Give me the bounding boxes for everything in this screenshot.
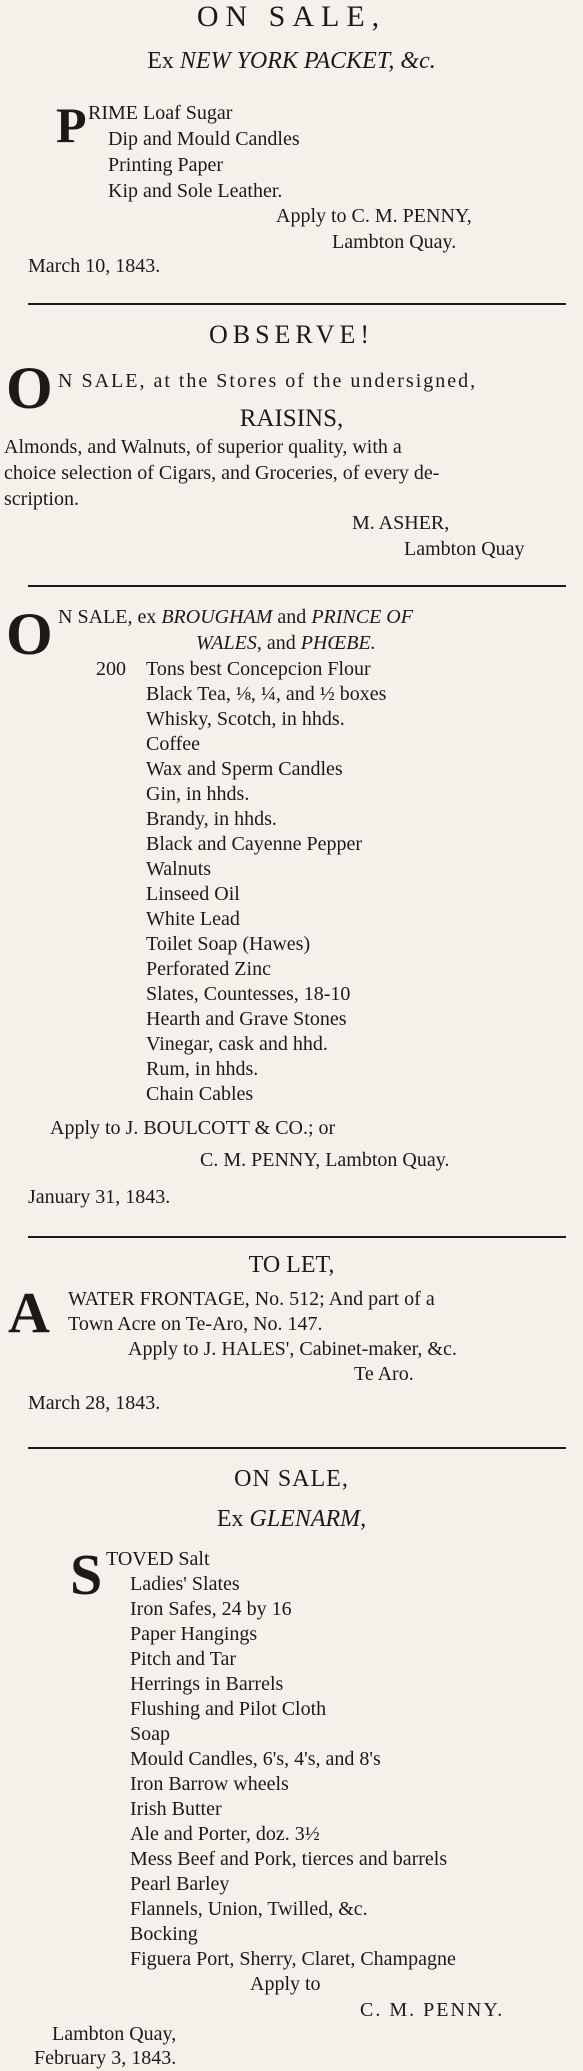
ad3-item: Black Tea, ⅛, ¼, and ½ boxes (146, 683, 387, 705)
ad1-ship-suffix: &c. (400, 48, 436, 74)
ad4-line2: Town Acre on Te-Aro, No. 147. (68, 1313, 323, 1335)
ad3-ship-wales: WALES, (196, 632, 262, 654)
ad2-signer: M. ASHER, (352, 512, 450, 534)
ad1-dropcap: P (56, 97, 87, 153)
ad4-heading: TO LET, (248, 1252, 335, 1278)
ad5-first-line: TOVED Salt (106, 1548, 210, 1570)
ad2-heading: OBSERVE! (208, 320, 375, 349)
ad5-item: Iron Safes, 24 by 16 (130, 1598, 292, 1620)
ad2-body-line: choice selection of Cigars, and Groceries, of every de- (4, 462, 440, 484)
ad5-item: Mould Candles, 6's, 4's, and 8's (130, 1748, 381, 1770)
ad5-date: February 3, 1843. (34, 2047, 177, 2069)
ad3-text: and (266, 632, 296, 654)
ad3-dropcap: O (6, 601, 53, 667)
ad5-item: Irish Butter (130, 1798, 222, 1820)
ad5-address: Lambton Quay, (52, 2023, 177, 2045)
ad5-item: Herrings in Barrels (130, 1673, 284, 1695)
ad3-item: Hearth and Grave Stones (146, 1008, 347, 1030)
ad3-qty: 200 (96, 658, 126, 680)
ad1-item: Dip and Mould Candles (108, 128, 300, 150)
ad3-item: Walnuts (146, 858, 212, 880)
ad5-ship-prefix: Ex (216, 1506, 244, 1532)
ad4-dropcap: A (8, 1280, 50, 1345)
ad3-item: Toilet Soap (Hawes) (146, 933, 311, 955)
ad1-apply: Apply to C. M. PENNY, (276, 205, 472, 227)
ad4-line1: WATER FRONTAGE, No. 512; And part of a (68, 1288, 435, 1310)
ad5-item: Bocking (130, 1923, 198, 1945)
ad4-date: March 28, 1843. (28, 1392, 161, 1414)
ad3-item: Chain Cables (146, 1083, 254, 1105)
ad3-item: Tons best Concepcion Flour (146, 658, 371, 680)
ad1-item: Kip and Sole Leather. (108, 180, 283, 202)
ad2-product: RAISINS, (239, 405, 344, 432)
ad2-first-line: N SALE, at the Stores of the undersigned, (58, 370, 478, 392)
ad4-address: Te Aro. (354, 1363, 414, 1385)
ad5-item: Soap (130, 1723, 170, 1745)
ad5-ship-name: GLENARM, (249, 1506, 367, 1532)
ad3-item: Linseed Oil (146, 883, 240, 905)
ad5-dropcap: S (70, 1542, 103, 1607)
ad3-item: Vinegar, cask and hhd. (146, 1033, 328, 1055)
ad5-item: Ladies' Slates (130, 1573, 240, 1595)
ad2-dropcap: O (6, 355, 53, 421)
ad3-item: Perforated Zinc (146, 958, 271, 980)
ad5-item: Paper Hangings (130, 1623, 258, 1645)
ad3-item: Rum, in hhds. (146, 1058, 259, 1080)
ad1-date: March 10, 1843. (28, 255, 161, 277)
ad5-item: Pearl Barley (130, 1873, 230, 1895)
ad4-apply: Apply to J. HALES', Cabinet-maker, &c. (128, 1338, 457, 1360)
ad3-apply: Apply to J. BOULCOTT & CO.; or (50, 1117, 336, 1139)
ad3-item: Brandy, in hhds. (146, 808, 277, 830)
ad3-text: and (277, 606, 307, 628)
ad1-item: Printing Paper (108, 154, 223, 176)
ad1-ship-prefix: Ex (147, 48, 174, 74)
ad3-item: Gin, in hhds. (146, 783, 250, 805)
ad1-ship-name: NEW YORK PACKET, (179, 48, 395, 74)
ad1-heading: ON SALE, (196, 0, 387, 33)
ad3-item: Black and Cayenne Pepper (146, 833, 363, 855)
ad3-ship-prince-of-wales: PRINCE OF (311, 606, 413, 628)
ad5-item: Ale and Porter, doz. 3½ (130, 1823, 320, 1845)
ad5-item: Pitch and Tar (130, 1648, 236, 1670)
ad1-address: Lambton Quay. (332, 231, 457, 253)
ad3-item: Coffee (146, 733, 201, 755)
ad2-address: Lambton Quay (404, 538, 525, 560)
ad5-heading: ON SALE, (234, 1466, 349, 1492)
ad5-item: Iron Barrow wheels (130, 1773, 289, 1795)
ad5-item: Flannels, Union, Twilled, &c. (130, 1898, 368, 1920)
ad3-item: Wax and Sperm Candles (146, 758, 343, 780)
ad3-item: White Lead (146, 908, 240, 930)
ad3-item: Slates, Countesses, 18-10 (146, 983, 351, 1005)
ad1-first-line: RIME Loaf Sugar (88, 102, 233, 124)
ad3-text: N SALE, ex (58, 606, 157, 628)
ad2-body-line: Almonds, and Walnuts, of superior quality, with a (4, 436, 402, 458)
ad5-item: Mess Beef and Pork, tierces and barrels (130, 1848, 448, 1870)
ad3-ship-phoebe: PHŒBE. (300, 632, 376, 654)
ad5-signer: C. M. PENNY. (360, 1999, 505, 2021)
ad5-item: Figuera Port, Sherry, Claret, Champagne (130, 1948, 456, 1970)
ad2-body-line: scription. (4, 488, 79, 510)
ad5-item: Flushing and Pilot Cloth (130, 1698, 327, 1720)
ad3-apply-alt: C. M. PENNY, Lambton Quay. (200, 1149, 450, 1171)
ad5-ship-line (0, 1506, 583, 1532)
ad3-date: January 31, 1843. (28, 1186, 171, 1208)
ad5-apply: Apply to (250, 1973, 321, 1995)
ad3-item: Whisky, Scotch, in hhds. (146, 708, 345, 730)
ad3-ship-brougham: BROUGHAM (161, 606, 273, 628)
